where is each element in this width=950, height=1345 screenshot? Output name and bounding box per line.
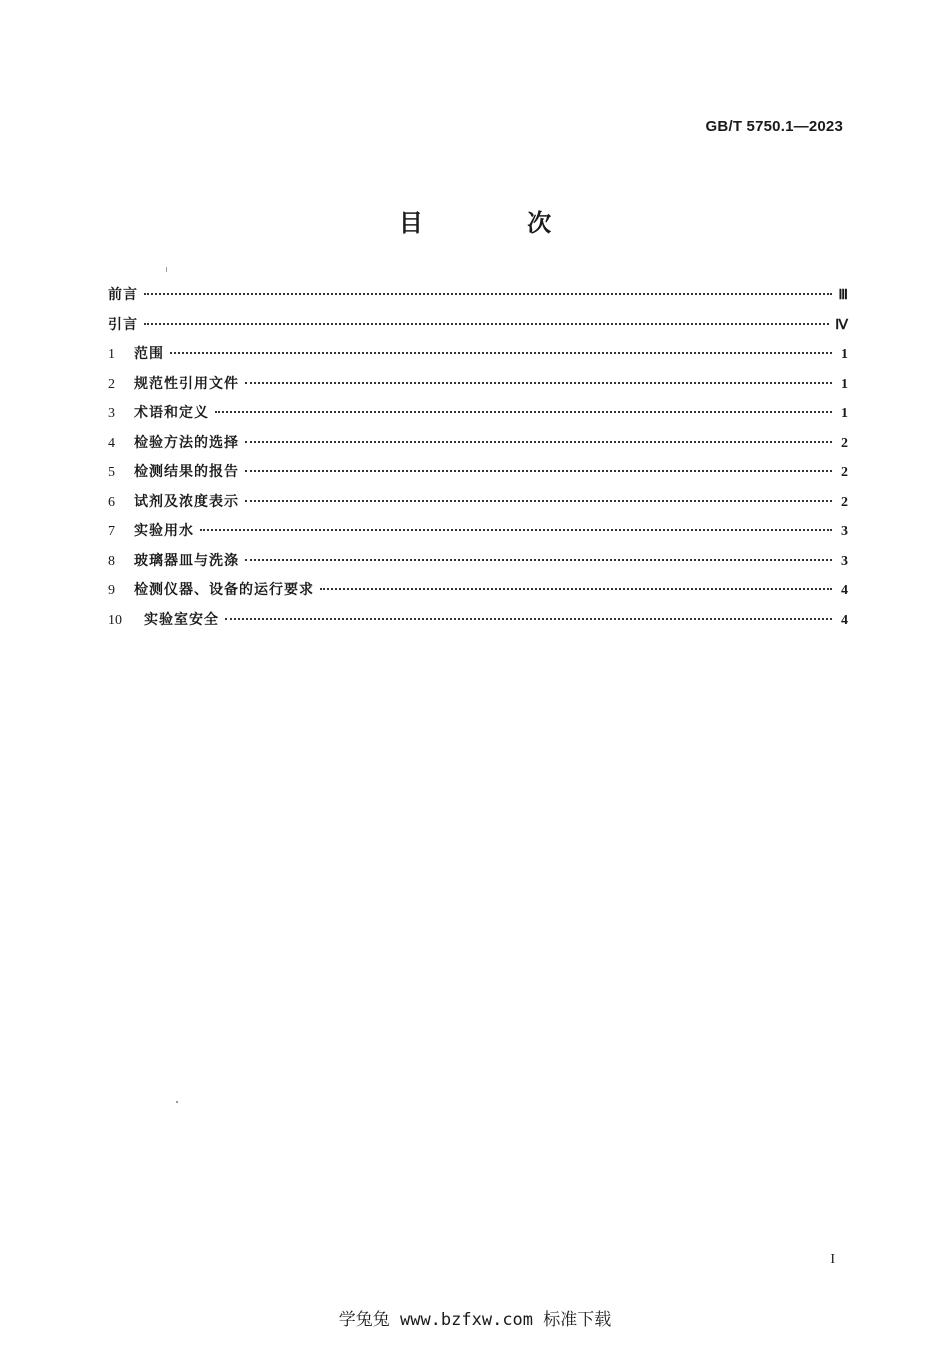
toc-entry-page: 4: [841, 612, 848, 628]
toc-entry-4[interactable]: [108, 432, 848, 462]
footer-watermark: 学兔兔 www.bzfxw.com 标准下载: [338, 1310, 612, 1330]
page-number: I: [830, 1252, 835, 1267]
toc-leader-dots: [245, 470, 832, 472]
toc-entry-2[interactable]: [108, 373, 848, 403]
toc-entry-number: 4: [108, 435, 115, 451]
toc-entry-page: Ⅳ: [835, 317, 848, 333]
toc-entry-introduction[interactable]: [108, 314, 848, 344]
toc-entry-9[interactable]: [108, 579, 848, 609]
toc-entry-number: 10: [108, 612, 122, 628]
toc-leader-dots: [200, 529, 832, 531]
toc-entry-8[interactable]: [108, 550, 848, 580]
toc-entry-10[interactable]: [108, 609, 848, 639]
toc-leader-dots: [245, 559, 832, 561]
toc-entry-page: 1: [841, 406, 848, 421]
toc-entry-6[interactable]: [108, 491, 848, 521]
scan-speck: [176, 1101, 178, 1103]
toc-entry-7[interactable]: [108, 520, 848, 550]
toc-leader-dots: [225, 618, 832, 620]
toc-entry-label: 前言: [108, 287, 138, 303]
toc-entry-page: 4: [841, 583, 848, 598]
toc-entry-label: 实验室安全: [144, 611, 219, 628]
toc-entry-label: 实验用水: [134, 523, 194, 539]
toc-leader-dots: [144, 293, 832, 295]
toc-entry-number: 5: [108, 465, 115, 480]
toc-entry-3[interactable]: [108, 402, 848, 432]
toc-entry-label: 检测结果的报告: [134, 464, 239, 480]
toc-entry-label: 引言: [108, 316, 138, 333]
toc-entry-label: 玻璃器皿与洗涤: [134, 552, 239, 569]
toc-leader-dots: [320, 588, 832, 590]
toc-entry-page: 2: [841, 465, 848, 480]
toc-entry-foreword[interactable]: [108, 284, 848, 314]
toc-title: 目 次: [398, 209, 600, 237]
toc-entry-5[interactable]: [108, 461, 848, 491]
toc-entry-1[interactable]: [108, 343, 848, 373]
toc-entry-page: 2: [841, 494, 848, 510]
toc-entry-page: Ⅲ: [838, 288, 848, 303]
toc-list: [108, 284, 848, 638]
toc-entry-label: 术语和定义: [134, 405, 209, 421]
toc-entry-number: 3: [108, 406, 115, 421]
toc-leader-dots: [245, 441, 832, 443]
standard-code: GB/T 5750.1—2023: [705, 118, 843, 135]
toc-entry-page: 1: [841, 347, 848, 362]
toc-entry-label: 检测仪器、设备的运行要求: [134, 582, 314, 598]
toc-entry-label: 规范性引用文件: [134, 375, 239, 392]
toc-entry-number: 7: [108, 524, 115, 539]
toc-entry-page: 3: [841, 553, 848, 569]
toc-entry-page: 2: [841, 435, 848, 451]
toc-leader-dots: [215, 411, 832, 413]
toc-entry-number: 2: [108, 376, 115, 392]
toc-entry-number: 1: [108, 347, 115, 362]
toc-entry-number: 9: [108, 583, 115, 598]
toc-entry-page: 1: [841, 376, 848, 392]
scan-speck: [166, 267, 167, 272]
toc-entry-page: 3: [841, 524, 848, 539]
toc-entry-label: 范围: [134, 346, 164, 362]
toc-leader-dots: [144, 323, 829, 325]
toc-entry-number: 6: [108, 494, 115, 510]
toc-entry-label: 检验方法的选择: [134, 434, 239, 451]
toc-leader-dots: [170, 352, 832, 354]
toc-leader-dots: [245, 500, 832, 502]
toc-entry-number: 8: [108, 553, 115, 569]
toc-leader-dots: [245, 382, 832, 384]
toc-entry-label: 试剂及浓度表示: [134, 493, 239, 510]
